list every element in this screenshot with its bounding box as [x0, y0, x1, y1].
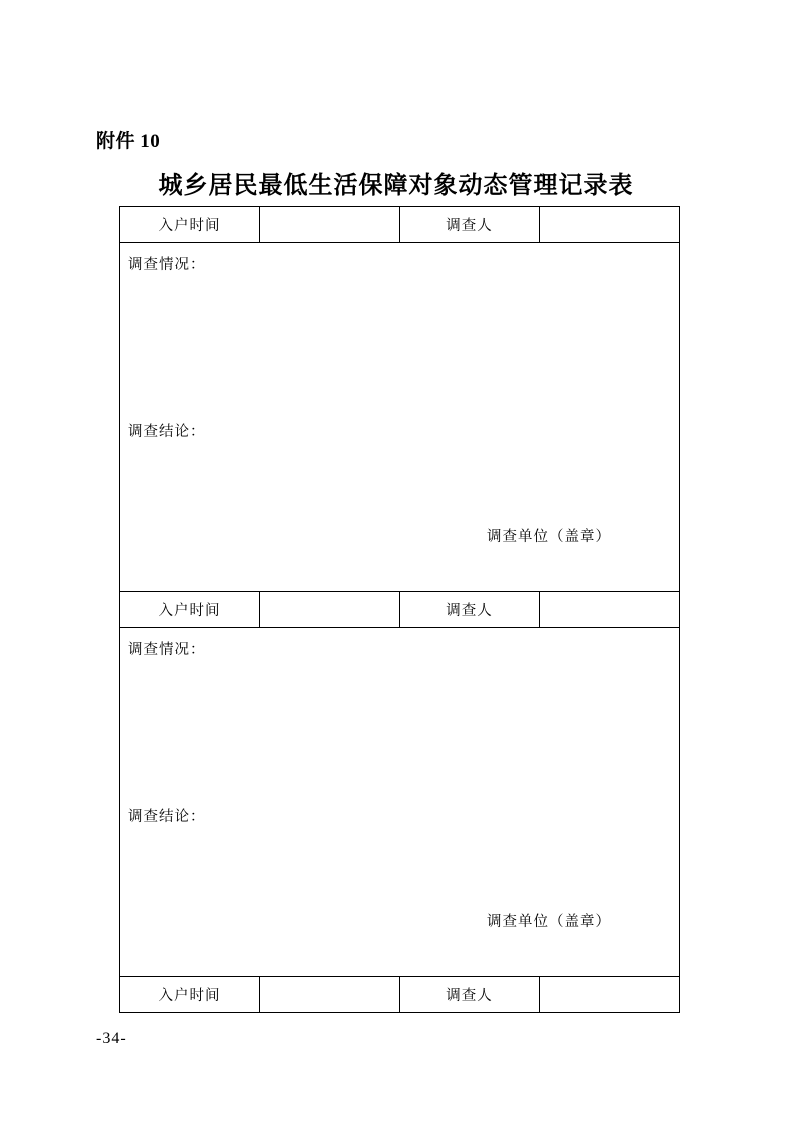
visit-time-label-1: 入户时间 — [120, 207, 260, 243]
situation-label-2: 调查情况： — [128, 642, 206, 658]
situation-label-1: 调查情况： — [128, 257, 206, 273]
page-number: -34- — [96, 1030, 127, 1047]
investigator-label-2: 调查人 — [400, 592, 540, 628]
investigation-block-2[interactable] — [120, 628, 680, 977]
visit-time-value-1[interactable] — [260, 207, 400, 243]
investigator-value-2[interactable] — [540, 592, 680, 628]
visit-time-label-2: 入户时间 — [120, 592, 260, 628]
visit-time-value-2[interactable] — [260, 592, 400, 628]
table-row — [120, 243, 680, 592]
seal-label-2: 调查单位（盖章） — [487, 914, 611, 930]
table-row — [120, 207, 680, 243]
table-row — [120, 977, 680, 1013]
investigator-label-1: 调查人 — [400, 207, 540, 243]
visit-time-label-3: 入户时间 — [120, 977, 260, 1013]
investigator-label-3: 调查人 — [400, 977, 540, 1013]
record-table-wrapper — [119, 206, 679, 1013]
conclusion-label-1: 调查结论： — [128, 424, 206, 440]
table-row — [120, 592, 680, 628]
table-row — [120, 628, 680, 977]
attachment-label: 附件 10 — [96, 131, 161, 152]
record-table — [119, 206, 680, 1013]
seal-label-1: 调查单位（盖章） — [487, 529, 611, 545]
visit-time-value-3[interactable] — [260, 977, 400, 1013]
investigator-value-1[interactable] — [540, 207, 680, 243]
page-title: 城乡居民最低生活保障对象动态管理记录表 — [158, 173, 634, 199]
conclusion-label-2: 调查结论： — [128, 809, 206, 825]
investigation-block-1[interactable] — [120, 243, 680, 592]
investigator-value-3[interactable] — [540, 977, 680, 1013]
